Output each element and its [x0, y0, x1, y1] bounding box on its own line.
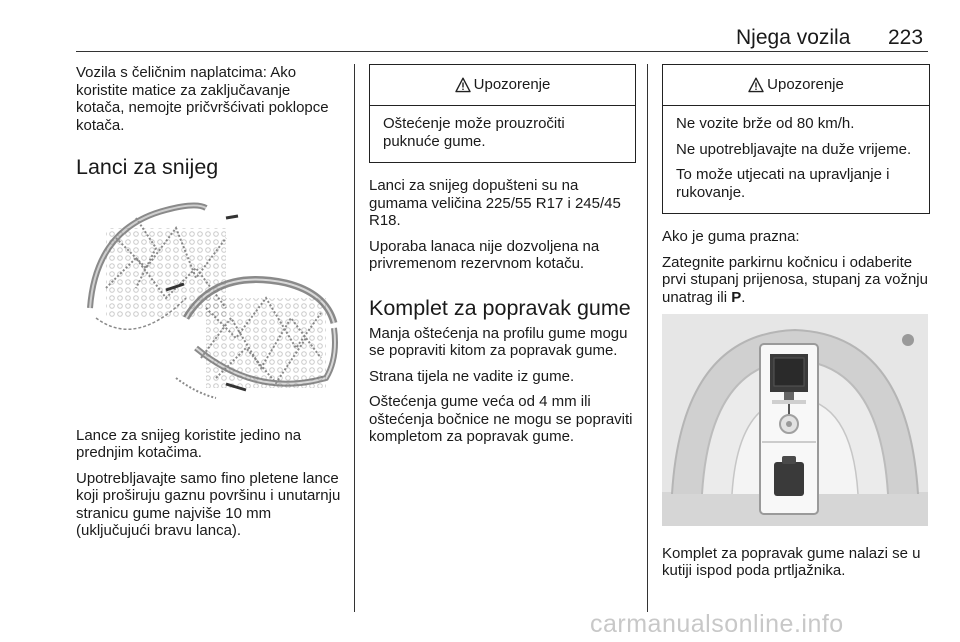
- duration-warning: Ne upotrebljavajte na duže vrijeme.: [676, 140, 912, 158]
- parking-brake-instruction: Zategnite parkirnu kočnicu i odaberite prvi stupanj prijenosa, stupanj za vožnju unatrag ili P.: [662, 253, 928, 306]
- warning-header: [663, 65, 929, 106]
- column-1: [76, 64, 342, 548]
- kit-location-note: Komplet za popravak gume nalazi se u kutiji ispod poda prtljažnika.: [662, 544, 921, 579]
- warning-triangle-icon: [748, 77, 764, 93]
- speed-limit-warning: Ne vozite brže od 80 km/h.: [676, 115, 855, 132]
- large-damage-note: Oštećenja gume veća od 4 mm ili oštećenja bočnice ne mogu se popraviti kompletom za popravak gume.: [369, 393, 633, 445]
- snow-chains-illustration: [76, 198, 342, 408]
- minor-damage-note: Manja oštećenja na profilu gume mogu se popraviti kitom za popravak gume.: [369, 324, 628, 359]
- warning-triangle-icon: [455, 77, 471, 93]
- page-number: 223: [888, 26, 924, 49]
- handling-warning: To može utjecati na upravljanje i rukovanje.: [676, 166, 890, 201]
- column-divider-1: [354, 64, 355, 612]
- repair-kit-heading: Komplet za popravak gume: [369, 295, 631, 320]
- warning-box-speed: [662, 64, 930, 214]
- section-title: Njega vozila: [736, 26, 851, 49]
- warning-title: Upozorenje: [767, 76, 844, 94]
- warning-header: [370, 65, 635, 106]
- column-3: [662, 64, 930, 588]
- header-divider: [76, 51, 928, 52]
- allowed-sizes-note: Lanci za snijeg dopušteni su na gumama veličina 225/55 R17 i 245/45 R18.: [369, 177, 621, 229]
- warning-text: Oštećenje može prouzročiti puknuće gume.: [383, 115, 565, 150]
- temporary-spare-note: Uporaba lanaca nije dozvoljena na privremenom rezervnom kotaču.: [369, 237, 600, 272]
- steel-rims-note: Vozila s čeličnim naplatcima: Ako koristite matice za zaključavanje kotača, nemojte pričvršćivati poklopce kotača.: [76, 64, 329, 134]
- park-position-label: P: [731, 288, 742, 306]
- watermark: carmanualsonline.info: [590, 610, 844, 638]
- warning-title: Upozorenje: [473, 76, 551, 94]
- foreign-bodies-note: Strana tijela ne vadite iz gume.: [369, 367, 575, 385]
- repair-kit-location-illustration: [662, 314, 928, 526]
- snow-chains-heading: Lanci za snijeg: [76, 155, 219, 179]
- warning-box-tyre-damage: [369, 64, 636, 163]
- column-2: [369, 64, 636, 454]
- fine-chains-note: Upotrebljavajte samo fino pletene lance koji proširuju gaznu površinu i unutarnju stranicu gume najviše 10 mm (uključujući bravu lanca).: [76, 469, 341, 539]
- flat-tyre-intro: Ako je guma prazna:: [662, 228, 800, 245]
- column-divider-2: [647, 64, 648, 612]
- front-wheels-note: Lance za snijeg koristite jedino na prednjim kotačima.: [76, 426, 302, 461]
